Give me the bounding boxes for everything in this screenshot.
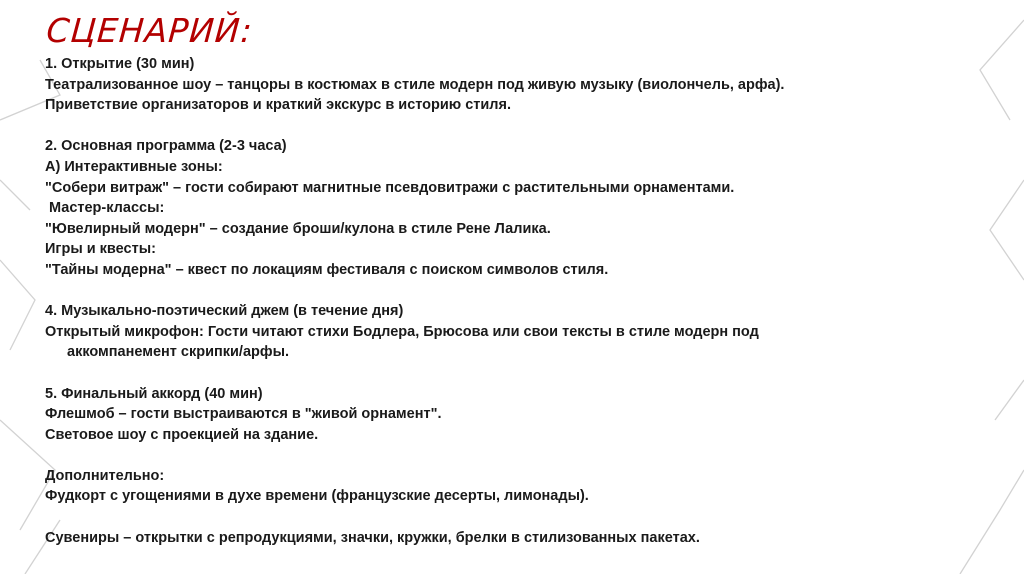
text-line: Дополнительно: [45,467,165,484]
slide-content [45,10,1005,548]
text-line: 2. Основная программа (2-3 часа) [45,138,287,155]
blank-line [45,363,1005,384]
text-line: "Собери витраж" – гости собирают магнитные псевдовитражи с растительными орнаментами. [45,179,735,196]
slide-title: СЦЕНАРИЙ: [45,11,255,50]
text-line: Мастер-классы: [49,200,165,217]
text-line: Световое шоу с проекцией на здание. [45,426,319,443]
text-line: 1. Открытие (30 мин) [45,56,195,72]
text-line: 4. Музыкально-поэтический джем (в течение дня) [45,303,404,320]
blank-line [45,507,1005,528]
text-line: Игры и квесты: [45,241,156,258]
text-line: Театрализованное шоу – танцоры в костюмах в стиле модерн под живую музыку (виолончель, арфа). [45,76,785,93]
text-line: "Тайны модерна" – квест по локациям фестиваля с поиском символов стиля. [45,261,609,278]
scenario-text [45,54,1005,548]
text-line: Фудкорт с угощениями в духе времени (французские десерты, лимонады). [45,488,589,505]
text-line: аккомпанемент скрипки/арфы. [67,344,289,361]
text-line: Сувениры – открытки с репродукциями, значки, кружки, брелки в стилизованных пакетах. [45,529,700,546]
text-line: А) Интерактивные зоны: [45,158,223,175]
text-line: "Ювелирный модерн" – создание броши/кулона в стиле Рене Лалика. [45,220,551,237]
text-line: 5. Финальный аккорд (40 мин) [45,385,263,402]
blank-line [45,281,1005,302]
blank-line [45,445,1005,466]
text-line: Открытый микрофон: Гости читают стихи Бодлера, Брюсова или свои тексты в стиле модерн под [45,323,759,340]
text-line: Флешмоб – гости выстраиваются в "живой орнамент". [45,406,442,423]
blank-line [45,116,1005,137]
text-line: Приветствие организаторов и краткий экскурс в историю стиля. [45,97,511,114]
